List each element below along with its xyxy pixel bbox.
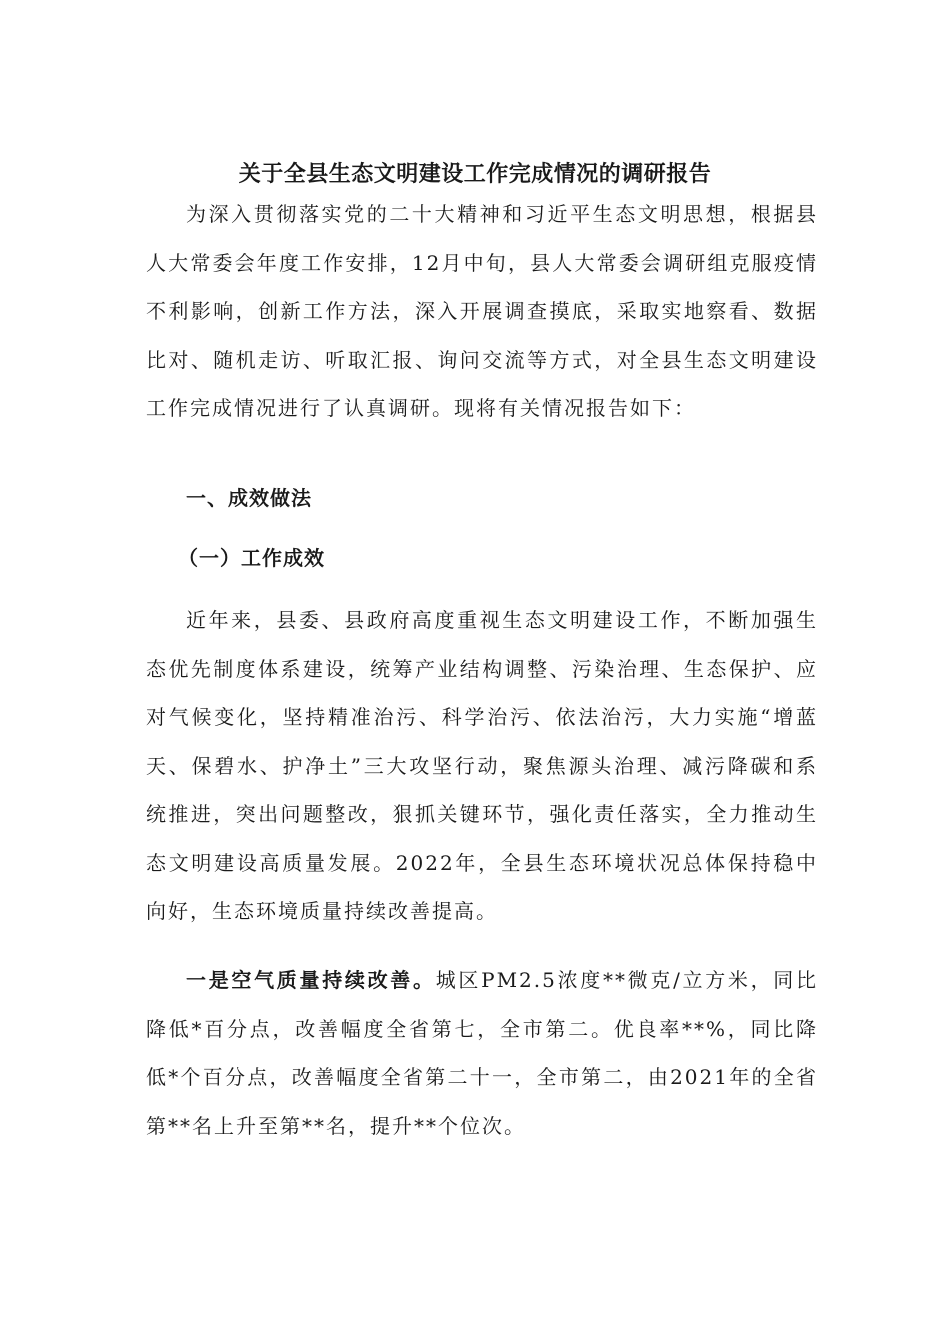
air-quality-paragraph [146,956,818,1150]
achievements-paragraph: 近年来，县委、县政府高度重视生态文明建设工作，不断加强生态优先制度体系建设，统筹产业结构调整、污染治理、生态保护、应对气候变化，坚持精准治污、科学治污、依法治污，大力实施“增蓝天、保碧水、护净土”三大攻坚行动，聚焦源头治理、减污降碳和系统推进，突出问题整改，狠抓关键环节，强化责任落实，全力推动生态文明建设高质量发展。2022年，全县生态环境状况总体保持稳中向好，生态环境质量持续改善提高。 [146,608,818,923]
document-title: 关于全县生态文明建设工作完成情况的调研报告 [238,162,712,187]
air-quality-lead: 一是空气质量持续改善。 [186,968,436,992]
air-quality-text: 城区PM2.5浓度**微克/立方米，同比降低*百分点，改善幅度全省第七，全市第二。优良率**%，同比降低*个百分点，改善幅度全省第二十一，全市第二，由2021年的全省第**名上升至第**名，提升**个位次。 [146,968,819,1138]
section-heading: 一、成效做法 [186,486,312,510]
subsection-heading: （一）工作成效 [178,546,325,570]
intro-paragraph: 为深入贯彻落实党的二十大精神和习近平生态文明思想，根据县人大常委会年度工作安排，12月中旬，县人大常委会调研组克服疫情不利影响，创新工作方法，深入开展调查摸底，采取实地察看、数据比对、随机走访、听取汇报、询问交流等方式，对全县生态文明建设工作完成情况进行了认真调研。现将有关情况报告如下： [146,202,818,420]
